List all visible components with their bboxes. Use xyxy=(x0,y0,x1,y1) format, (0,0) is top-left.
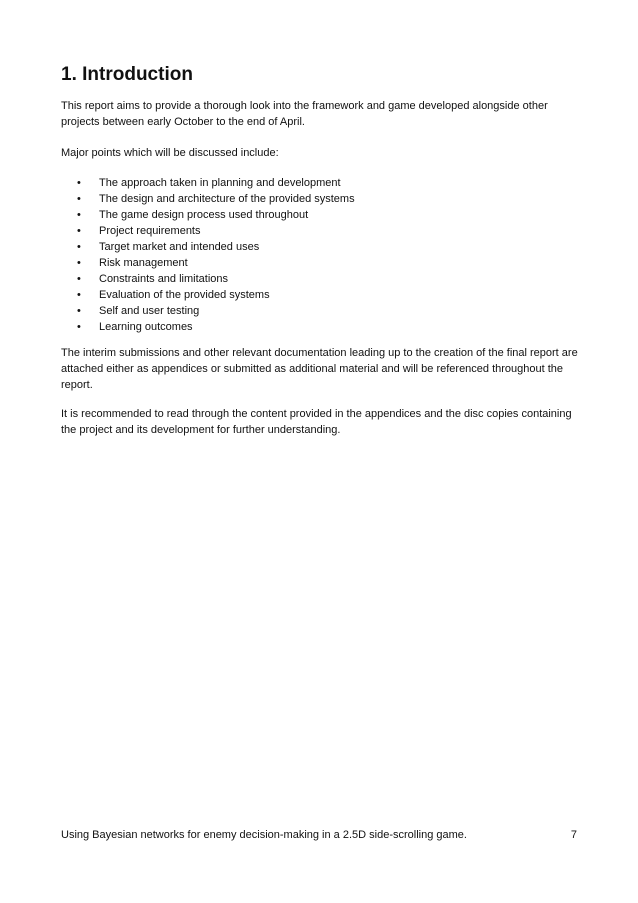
list-item xyxy=(61,239,581,255)
list-item-text: Target market and intended uses xyxy=(99,241,260,253)
bullet-icon: • xyxy=(77,257,81,269)
list-item-text: The game design process used throughout xyxy=(99,209,309,221)
bullet-icon: • xyxy=(77,225,81,237)
intro-paragraph: This report aims to provide a thorough look into the framework and game developed alongside other projects between early October to the end of April. xyxy=(61,100,548,128)
major-points-list xyxy=(61,175,581,335)
list-item xyxy=(61,207,581,223)
footer-title: Using Bayesian networks for enemy decision-making in a 2.5D side-scrolling game. xyxy=(61,829,467,841)
section-heading: 1. Introduction xyxy=(61,64,193,85)
list-item-text: The design and architecture of the provided systems xyxy=(99,193,355,205)
list-item xyxy=(61,191,581,207)
list-item xyxy=(61,287,581,303)
bullet-icon: • xyxy=(77,177,81,189)
list-item xyxy=(61,271,581,287)
bullet-icon: • xyxy=(77,321,81,333)
list-item xyxy=(61,255,581,271)
bullet-icon: • xyxy=(77,193,81,205)
list-item-text: Risk management xyxy=(99,257,188,269)
list-item-text: The approach taken in planning and development xyxy=(99,177,341,189)
list-item xyxy=(61,303,581,319)
list-item-text: Project requirements xyxy=(99,225,201,237)
bullet-icon: • xyxy=(77,241,81,253)
list-item-text: Learning outcomes xyxy=(99,321,193,333)
bullet-icon: • xyxy=(77,209,81,221)
recommendation-paragraph: It is recommended to read through the content provided in the appendices and the disc copies containing the project and its development for further understanding. xyxy=(61,408,572,436)
list-item xyxy=(61,175,581,191)
interim-paragraph: The interim submissions and other relevant documentation leading up to the creation of the final report are attached either as appendices or submitted as additional material and will be referenced throughout the report. xyxy=(61,347,578,391)
bullet-icon: • xyxy=(77,273,81,285)
bullet-icon: • xyxy=(77,289,81,301)
list-item-text: Evaluation of the provided systems xyxy=(99,289,270,301)
page-number: 7 xyxy=(570,829,577,841)
list-item xyxy=(61,319,581,335)
bullet-icon: • xyxy=(77,305,81,317)
list-item xyxy=(61,223,581,239)
list-item-text: Self and user testing xyxy=(99,305,200,317)
list-item-text: Constraints and limitations xyxy=(99,273,229,285)
major-points-lead: Major points which will be discussed include: xyxy=(61,147,279,159)
